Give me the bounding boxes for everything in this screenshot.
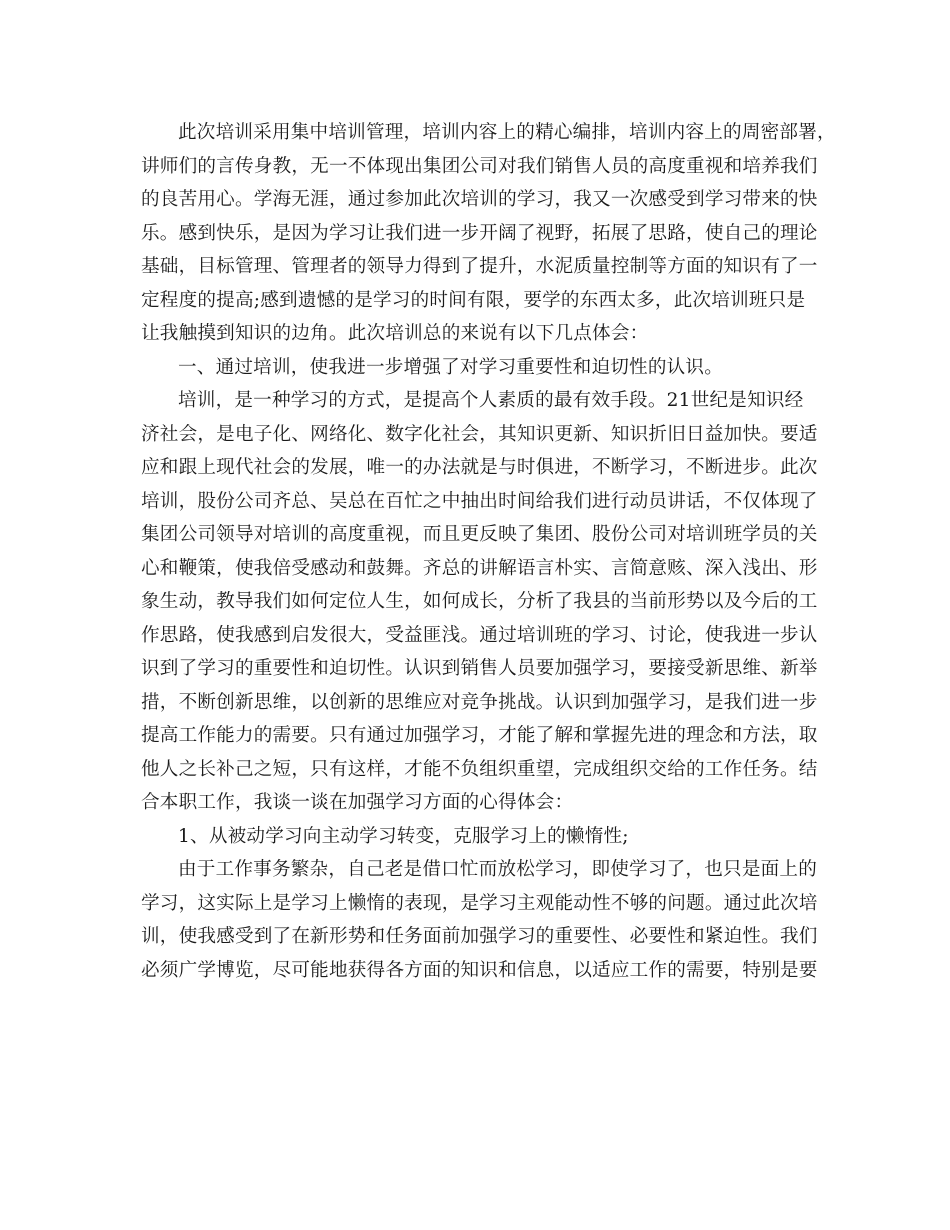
section-heading: 一、通过培训，使我进一步增强了对学习重要性和迫切性的认识。 — [178, 356, 724, 378]
text-line: 合本职工作，我谈一谈在加强学习方面的心得体会： — [141, 792, 574, 813]
text-line: 识到了学习的重要性和迫切性。认识到销售人员要加强学习，要接受新思维、新举 — [141, 658, 818, 679]
text-line: 让我触摸到知识的边角。此次培训总的来说有以下几点体会： — [141, 323, 649, 344]
text-line: 济社会，是电子化、网络化、数字化社会，其知识更新、知识折旧日益加快。要适 — [141, 423, 818, 445]
text-line: 象生动，教导我们如何定位人生，如何成长，分析了我县的当前形势以及今后的工 — [141, 591, 818, 612]
text-line: 他人之长补己之短，只有这样，才能不负组织重望，完成组织交给的工作任务。结 — [141, 758, 818, 780]
text-line: 作思路，使我感到启发很大，受益匪浅。通过培训班的学习、讨论，使我进一步认 — [141, 624, 818, 646]
text-line: 定程度的提高;感到遗憾的是学习的时间有限，要学的东西太多，此次培训班只是 — [141, 289, 806, 311]
text-line: 措，不断创新思维，以创新的思维应对竞争挑战。认识到加强学习，是我们进一步 — [141, 691, 818, 713]
text-line: 必须广学博览，尽可能地获得各方面的知识和信息，以适应工作的需要，特别是要 — [141, 959, 818, 981]
text-line: 此次培训采用集中培训管理，培训内容上的精心编排，培训内容上的周密部署， — [178, 122, 836, 143]
text-line: 由于工作事务繁杂，自己老是借口忙而放松学习，即使学习了，也只是面上的 — [178, 859, 817, 880]
text-line: 基础，目标管理、管理者的领导力得到了提升，水泥质量控制等方面的知识有了一 — [141, 256, 818, 277]
text-line: 培训，股份公司齐总、吴总在百忙之中抽出时间给我们进行动员讲话，不仅体现了 — [141, 490, 818, 512]
subsection-heading: 1、从被动学习向主动学习转变，克服学习上的懒惰性; — [178, 825, 629, 847]
document-body — [141, 116, 836, 987]
text-line: 集团公司领导对培训的高度重视，而且更反映了集团、股份公司对培训班学员的关 — [141, 524, 818, 545]
text-line: 心和鞭策，使我倍受感动和鼓舞。齐总的讲解语言朴实、言简意赅、深入浅出、形 — [141, 557, 818, 579]
text-line: 学习，这实际上是学习上懒惰的表现，是学习主观能动性不够的问题。通过此次培 — [141, 892, 818, 914]
text-line: 乐。感到快乐，是因为学习让我们进一步开阔了视野，拓展了思路，使自己的理论 — [141, 222, 818, 244]
text-line: 培训，是一种学习的方式，是提高个人素质的最有效手段。21世纪是知识经 — [178, 390, 804, 411]
text-line: 提高工作能力的需要。只有通过加强学习，才能了解和掌握先进的理念和方法，取 — [141, 725, 818, 746]
text-line: 训，使我感受到了在新形势和任务面前加强学习的重要性、必要性和紧迫性。我们 — [141, 926, 818, 947]
text-line: 应和跟上现代社会的发展，唯一的办法就是与时俱进，不断学习，不断进步。此次 — [141, 457, 818, 478]
text-line: 讲师们的言传身教，无一不体现出集团公司对我们销售人员的高度重视和培养我们 — [141, 155, 818, 177]
text-line: 的良苦用心。学海无涯，通过参加此次培训的学习，我又一次感受到学习带来的快 — [141, 189, 818, 210]
